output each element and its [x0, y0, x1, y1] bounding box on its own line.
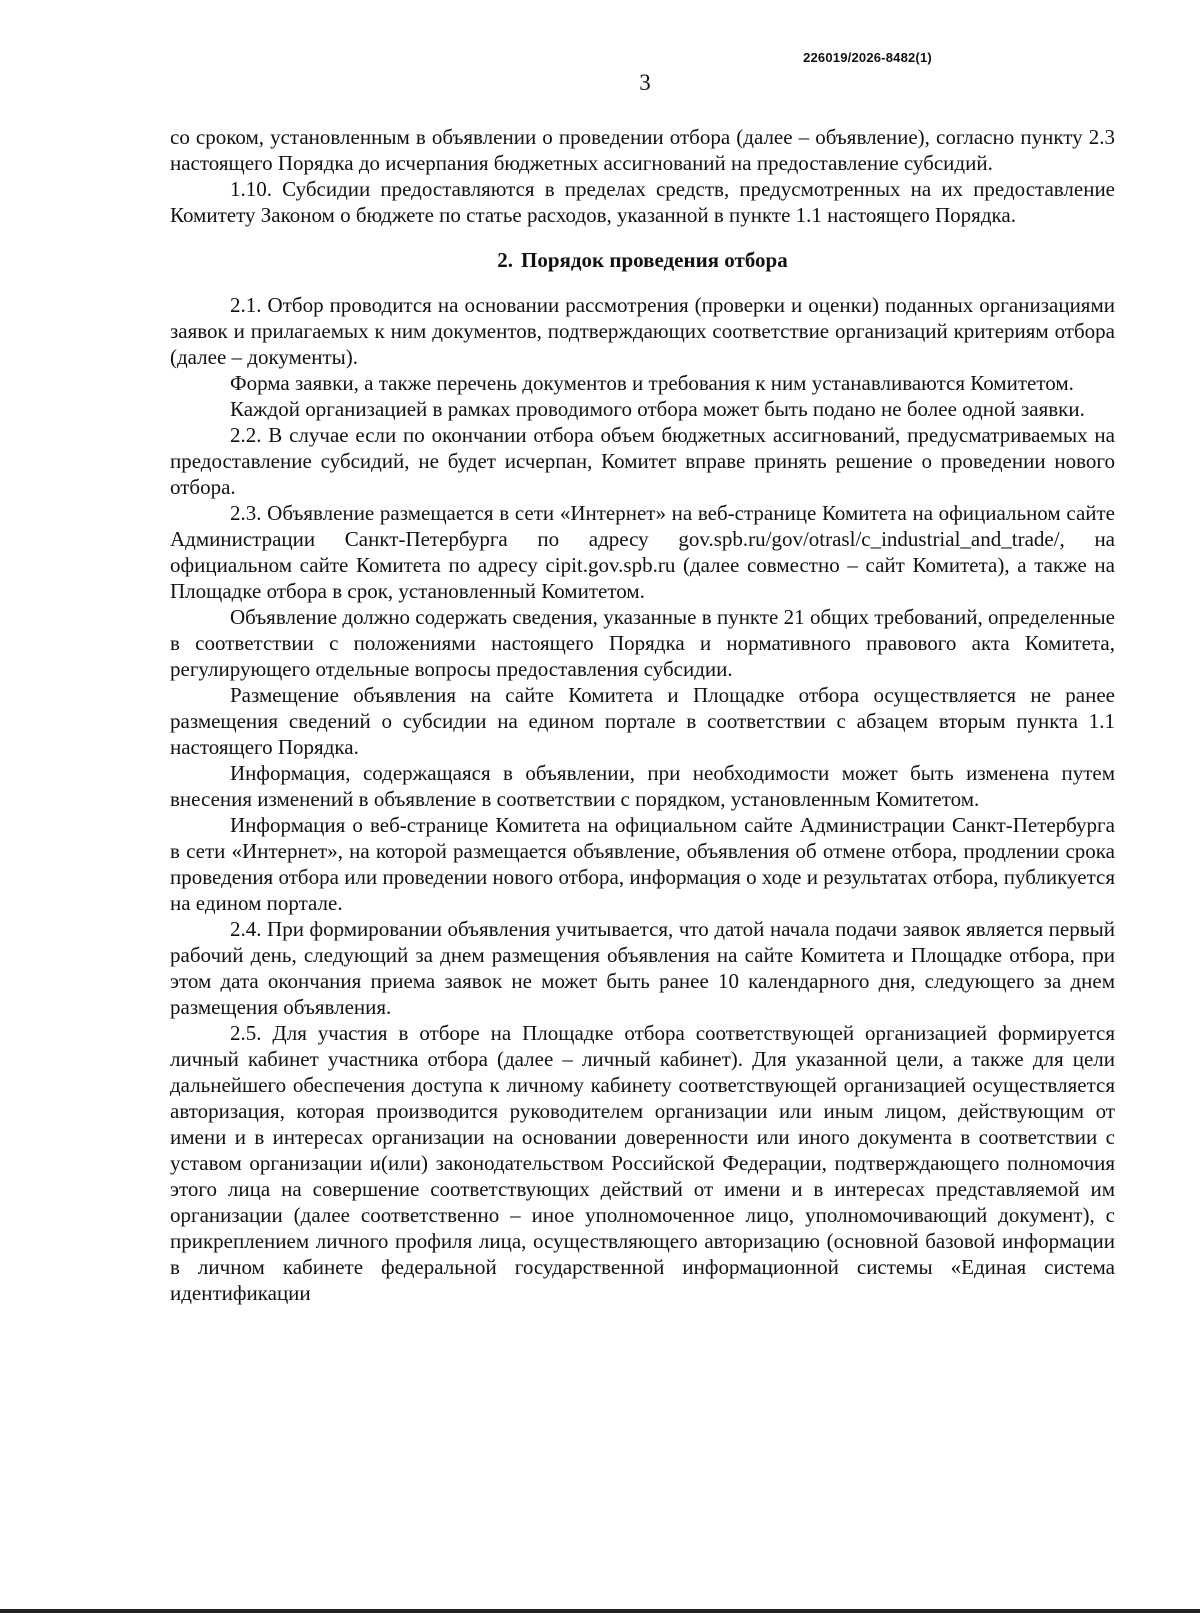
paragraph-2-1-form: Форма заявки, а также перечень документов и требования к ним устанавливаются Комитетом.	[230, 371, 1074, 395]
section-title: Порядок проведения отбора	[521, 248, 788, 272]
section-number: 2.	[497, 248, 514, 272]
paragraph-2-3-placement: Размещение объявления на сайте Комитета и Площадке отбора осуществляется не ранее размещения сведений о субсидии на едином портале в соответствии с абзацем вторым пункта 1.1 настоящего Порядка.	[170, 683, 1115, 759]
paragraph-2-3: 2.3. Объявление размещается в сети «Интернет» на веб-странице Комитета на официальном сайте Администрации Санкт-Петербурга по адресу gov.spb.ru/gov/otrasl/c_industrial_and_trade/, на официальном сайте Комитета по адресу cipit.gov.spb.ru (далее совместно – сайт Комитета), а также на Площадке отбора в срок, установленный Комитетом.	[170, 501, 1115, 603]
paragraph-2-3-contents: Объявление должно содержать сведения, указанные в пункте 21 общих требований, определенные в соответствии с положениями настоящего Порядка и нормативного правового акта Комитета, регулирующего отдельные вопросы предоставления субсидии.	[170, 605, 1115, 681]
paragraph-2-5: 2.5. Для участия в отборе на Площадке отбора соответствующей организацией формируется личный кабинет участника отбора (далее – личный кабинет). Для указанной цели, а также для цели дальнейшего обеспечения доступа к личному кабинету соответствующей организацией осуществляется авторизация, которая производится руководителем организации или иным лицом, действующим от имени и в интересах организации на основании доверенности или иного документа в соответствии с уставом организации и(или) законодательством Российской Федерации, подтверждающего полномочия этого лица на совершение соответствующих действий от имени и в интересах представляемой им организации (далее соответственно – иное уполномоченное лицо, уполномочивающий документ), с прикреплением личного профиля лица, осуществляющего авторизацию (основной базовой информации в личном кабинете федеральной государственной информационной системы «Единая система идентификации	[170, 1021, 1115, 1305]
bottom-scan-edge	[0, 1609, 1200, 1613]
paragraph-1-10: 1.10. Субсидии предоставляются в пределах средств, предусмотренных на их предоставление Комитету Законом о бюджете по статье расходов, указанной в пункте 1.1 настоящего Порядка.	[170, 177, 1115, 227]
page-number: 3	[639, 70, 651, 95]
paragraph-2-1-single-application: Каждой организацией в рамках проводимого отбора может быть подано не более одной заявки.	[230, 397, 1085, 421]
document-body	[170, 124, 1115, 1306]
paragraph-2-3-webpage-info: Информация о веб-странице Комитета на официальном сайте Администрации Санкт-Петербурга в сети «Интернет», на которой размещается объявление, объявления об отмене отбора, продлении срока проведения отбора или проведении нового отбора, информация о ходе и результатах отбора, публикуется на едином портале.	[170, 813, 1115, 915]
paragraph-2-1: 2.1. Отбор проводится на основании рассмотрения (проверки и оценки) поданных организациями заявок и прилагаемых к ним документов, подтверждающих соответствие организаций критериям отбора (далее – документы).	[170, 293, 1115, 369]
paragraph-2-4: 2.4. При формировании объявления учитывается, что датой начала подачи заявок является первый рабочий день, следующий за днем размещения объявления на сайте Комитета и Площадке отбора, при этом дата окончания приема заявок не может быть ранее 10 календарного дня, следующего за днем размещения объявления.	[170, 917, 1115, 1019]
paragraph-2-3-changes: Информация, содержащаяся в объявлении, при необходимости может быть изменена путем внесения изменений в объявление в соответствии с порядком, установленным Комитетом.	[170, 761, 1115, 811]
paragraph-2-2: 2.2. В случае если по окончании отбора объем бюджетных ассигнований, предусматриваемых на предоставление субсидий, не будет исчерпан, Комитет вправе принять решение о проведении нового отбора.	[170, 423, 1115, 499]
paragraph-intro: со сроком, установленным в объявлении о проведении отбора (далее – объявление), согласно пункту 2.3 настоящего Порядка до исчерпания бюджетных ассигнований на предоставление субсидий.	[170, 125, 1115, 175]
section-heading	[170, 246, 1115, 274]
document-registration-number: 226019/2026-8482(1)	[803, 50, 932, 65]
